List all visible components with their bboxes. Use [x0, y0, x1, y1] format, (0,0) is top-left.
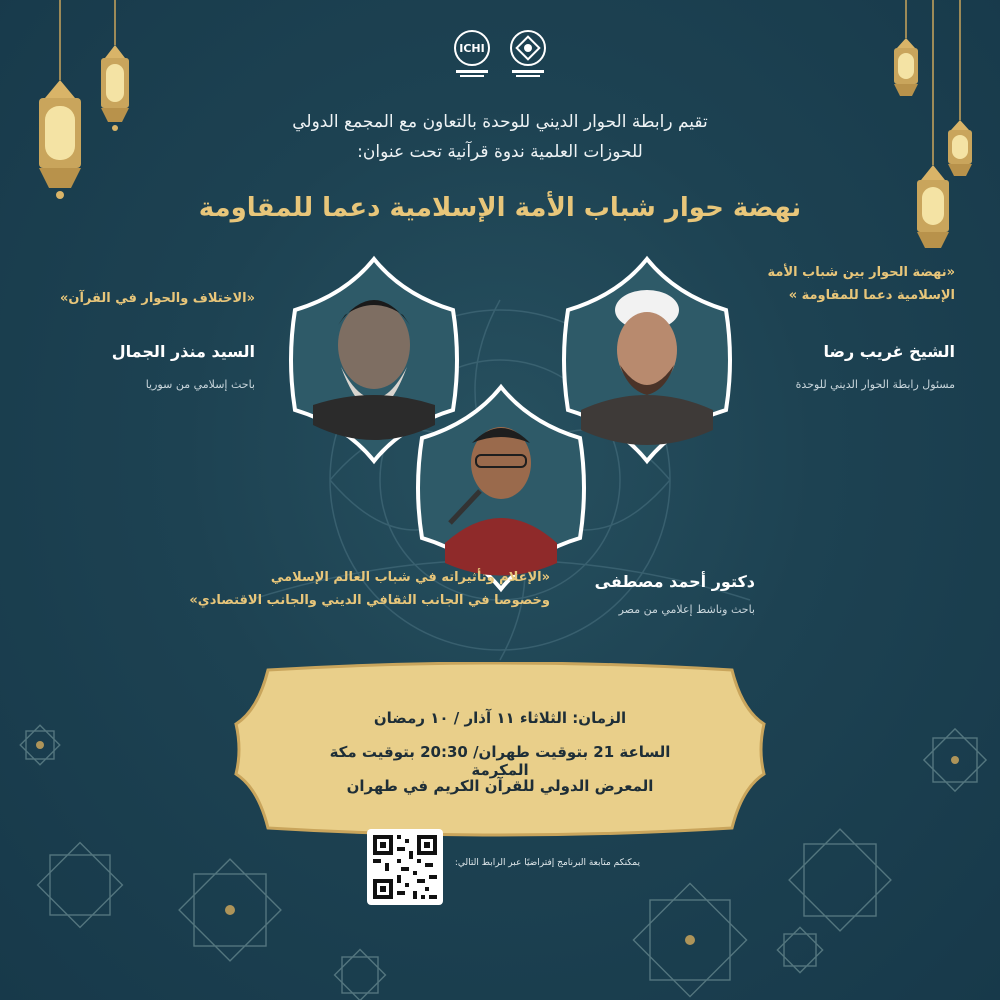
speaker-center-topic-line1: «الإعلام وتأثيراته في شباب العالم الإسلامي — [270, 570, 550, 585]
speaker-left-role: باحث إسلامي من سوريا — [145, 378, 255, 391]
intro-line-1: تقيم رابطة الحوار الديني للوحدة بالتعاون مع المجمع الدولي — [292, 112, 708, 132]
religious-dialogue-league-logo — [508, 28, 548, 80]
qr-code[interactable] — [367, 829, 443, 905]
speaker-right-topic-line2: الإسلامية دعما للمقاومة » — [788, 287, 955, 303]
speaker-center-topic — [90, 567, 550, 613]
lantern-icon — [25, 0, 95, 215]
speaker-center-topic-line2: وخصوصا في الجانب الثقافي الديني والجانب الاقتصادي» — [189, 592, 550, 608]
svg-text:ICHI: ICHI — [459, 42, 485, 55]
lantern-icon — [905, 0, 961, 260]
speaker-center-role: باحث وناشط إعلامي من مصر — [618, 603, 755, 616]
event-venue: المعرض الدولي للقرآن الكريم في طهران — [346, 777, 654, 795]
speaker-right-name: الشيخ غريب رضا — [823, 342, 955, 361]
islamic-center-logo — [452, 28, 492, 80]
event-date: الزمان: الثلاثاء ١١ آذار / ١٠ رمضان — [373, 709, 627, 727]
speaker-right-topic-line1: «نهضة الحوار بين شباب الأمة — [767, 265, 955, 280]
lantern-icon — [92, 0, 138, 140]
speaker-right-role: مسئول رابطة الحوار الديني للوحدة — [795, 378, 955, 391]
virtual-follow-note: يمكنكم متابعة البرنامج إفتراضيًا عبر الرابط التالي: — [454, 858, 640, 868]
speaker-center-name: دكتور أحمد مصطفى — [594, 572, 755, 591]
portrait-placeholder — [338, 301, 410, 389]
speaker-left-topic: «الاختلاف والحوار في القرآن» — [59, 291, 255, 306]
speaker-left-name: السيد منذر الجمال — [111, 342, 255, 361]
event-title: نهضة حوار شباب الأمة الإسلامية دعما للمقاومة — [198, 193, 802, 223]
speaker-portrait-center — [410, 383, 592, 593]
speaker-right-topic — [700, 262, 955, 308]
event-time: الساعة 21 بتوقيت طهران/ 20:30 بتوقيت مكة المكرمة — [329, 743, 671, 779]
intro-line-2: للحوزات العلمية ندوة قرآنية تحت عنوان: — [357, 142, 643, 162]
